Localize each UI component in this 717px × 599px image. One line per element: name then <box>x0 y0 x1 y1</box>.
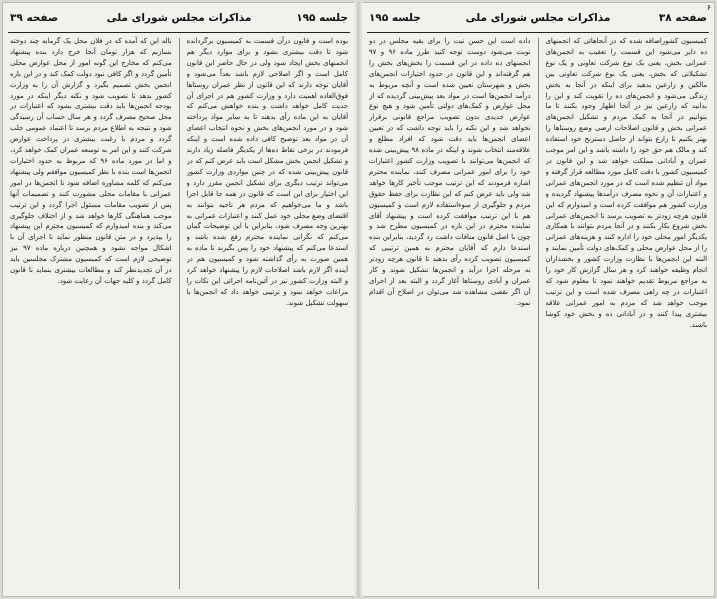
text-columns <box>369 36 707 591</box>
book-spread <box>2 2 715 597</box>
page-number-label: صفحه ۳۸ <box>658 12 707 24</box>
column-paragraph: کمیسیون کشوراضافه شده که در آنجاهائی که انجمنهای ده دایر می‌شود این قسمت را تعقیب به انجمن‌های عمرانی بخش، یعنی یک نوع شرکت تعاونی و یک نوع تشکیلاتی که بخش، یعنی یک نوع شرکت تعاونی بین مالکین و زارعین بدهید برای اینکه در آنجا به بخش زندگی می‌شود و انجمن‌های ده را تقویت کند و این را بدانید که زارعین نیز در آنجا اظهار وجود بکنند تا ما بتوانیم در آنجا به کمک مردم و تشکیل انجمن‌های عمرانی بخش و قانون اصلاحات ارضی وضع روستاها را بهتر بکنیم تا زارع بتواند از حاصل دسترنج خود استفاده کند و مالک هم حق خود را داشته باشد و این امر موجب عمران و آبادانی مملکت خواهد شد و این قانون در کمیسیون کشور با دقت کامل مورد مطالعه قرار گرفته و مواد آن تنظیم شده است که در مورد انجمن‌های عمرانی و اعتبارات آن و نحوه مصرف درآمدها پیشنهاد گردیده و وزارت کشور هم موافقت کرده است و امیدوارم که این قانون هرچه زودتر به تصویب برسد تا انجمن‌های عمرانی بخش شروع بکار بکنند و در آنجا مردم بتوانند با همکاری یکدیگر امور محلی خود را اداره کنند و هزینه‌های عمرانی را از محل عوارض محلی و کمک‌های دولت تأمین نمایند و البته این انجمن‌ها با نظارت وزارت کشور و بخشداران انجام وظیفه خواهند کرد و هر سال گزارش کار خود را به مراجع مربوط تقدیم خواهند نمود تا معلوم شود که اعتبارات در چه راهی مصرف شده است و این ترتیب موجب خواهد شد که مردم به امور عمرانی علاقه بیشتری پیدا کنند و در آبادانی ده و بخش خود کوشا باشند. <box>545 37 707 329</box>
page-header <box>367 12 709 28</box>
header-rule <box>367 32 709 33</box>
running-title: مذاکرات مجلس شورای ملی <box>106 12 252 24</box>
session-label: صفحه ۳۹ <box>10 12 59 24</box>
header-rule <box>8 32 350 33</box>
column-paragraph: داده است این حسن نیت را برای بقیه مجلس در دو نوبت می‌شود دوست توجه کنید طرز ماده ۹۶ و ۹۷ انجمنهای ده داده در این قسمت را بخش‌های بخش را هم گرفته‌اند و این قانون در حدود اختیارات انجمن‌های بخش و شهرستان تعیین شده است و آنچه مربوط به درآمد انجمن‌ها است در مواد بعد پیش‌بینی گردیده که از محل عوارض و کمک‌های دولتی تأمین شود و هیچ نوع عوارض جدیدی بدون تصویب مراجع قانونی برقرار نخواهد شد و این نکته را باید توجه داشت که در تعیین اعضای انجمن‌ها باید دقت شود که افراد مطلع و علاقه‌مند انتخاب شوند و اینکه در ماده ۹۸ پیش‌بینی شده که انجمن‌ها می‌توانند با تصویب وزارت کشور اعتبارات خود را برای امور عمرانی مصرف کنند، نماینده محترم اشاره فرمودند که این ترتیب موجب تأخیر کارها خواهد شد ولی باید عرض کنم که این نظارت برای حفظ حقوق مردم و جلوگیری از سوءاستفاده لازم است و کمیسیون هم با این ترتیب موافقت کرده است و پیشنهاد آقای نماینده محترم در این باره در کمیسیون مطرح شد و چون با اصل قانون منافات داشت رد گردید، بنابراین بنده استدعا دارم که آقایان محترم به همین ترتیبی که کمیسیون تصویب کرده رأی بدهند تا قانون هرچه زودتر به مرحله اجرا درآید و انجمن‌ها تشکیل شوند و کار عمران و آبادی روستاها آغاز گردد و البته بعد از اجرای آن اگر نقصی مشاهده شد می‌توان در اصلاح آن اقدام نمود. <box>369 37 531 307</box>
text-columns <box>10 36 348 591</box>
right-page <box>361 2 715 597</box>
text-column-right <box>187 36 349 591</box>
column-paragraph: بوده است و قانون درآن قسمت به کمیسیون برگردانده شود تا دقت بیشتری بشود و برای موارد دیگر هم انجمنهای بخش ایجاد شود ولی در حال حاضر این قانون کامل است و اگر اصلاحی لازم باشد بعداً می‌شود و آقایان توجه دارند که این قانون از نظر عمران روستاها فوق‌العاده اهمیت دارد و وزارت کشور هم در اجرای آن جدیت کامل خواهد داشت و بنده خواهش می‌کنم که آقایان به این ماده رأی بدهند تا به سایر مواد پرداخته شود و در مورد انجمن‌های بخش و نحوه انتخاب اعضای آن در مواد بعد توضیح کافی داده شده است و اینکه فرمودند در برخی نقاط ده‌ها از یکدیگر فاصله زیاد دارند و تشکیل انجمن بخش مشکل است باید عرض کنم که در قانون پیش‌بینی شده که در چنین مواردی وزارت کشور می‌تواند ترتیب دیگری برای تشکیل انجمن مقرر دارد و این اختیار برای این است که قانون در همه جا قابل اجرا باشد و ما می‌خواهیم که مردم هر ناحیه بتوانند به اقتضای وضع محلی خود عمل کنند و اعتبارات عمرانی به بهترین وجه مصرف شود، بنابراین با این توضیحات گمان می‌کنم که نگرانی نماینده محترم رفع شده باشد و استدعا می‌کنم که پیشنهاد خود را پس بگیرند تا ماده به همین صورت به رأی گذاشته شود و کمیسیون هم در آینده اگر لازم باشد اصلاحات لازم را پیشنهاد خواهد کرد و البته وزارت کشور نیز در آئین‌نامه اجرائی این نکات را مراعات خواهد نمود و ترتیبی خواهد داد که انجمن‌ها با سهولت تشکیل شوند. <box>186 37 348 307</box>
corner-page-mark: ۶ <box>706 3 711 12</box>
page-header <box>8 12 350 28</box>
running-title: مذاکرات مجلس شورای ملی <box>465 12 611 24</box>
page-number-label: جلسه ۱۹۵ <box>296 12 348 24</box>
text-column-right <box>546 36 708 591</box>
column-divider <box>538 38 539 589</box>
left-page <box>2 2 356 597</box>
text-column-left <box>10 36 172 591</box>
session-label: جلسه ۱۹۵ <box>369 12 421 24</box>
column-divider <box>179 38 180 589</box>
column-paragraph: ناله این که آمده که در فلان محل یک گرمابه چند دوخته بسازیم که هزار تومان آنجا خرج دارد بنده پیشنهاد می‌کنم که مخارج این گونه امور از محل عوارض محلی تأمین گردد و اگر کافی نبود دولت کمک کند و در این باره انجمن بخش تصمیم بگیرد و گزارش آن را به وزارت کشور بدهد تا تصویب شود و نکته دیگر اینکه در مورد بودجه انجمن‌ها باید دقت بیشتری بشود که اعتبارات در محل صحیح مصرف گردد و هر سال حساب آن رسیدگی شود و نتیجه به اطلاع مردم برسد تا اعتماد عمومی جلب گردد و مردم با رغبت بیشتری در پرداخت عوارض شرکت کنند و این امر به توسعه عمران کمک خواهد کرد، و اما در مورد ماده ۹۶ که مربوط به حدود اختیارات انجمن‌ها است بنده با نظر کمیسیون موافقم ولی پیشنهاد می‌کنم که کلمه مشاوره اضافه شود تا انجمن‌ها در امور عمرانی با مقامات محلی مشورت کنند و تصمیمات آنها پس از تصویب مقامات مسئول اجرا گردد و این ترتیب موجب هماهنگی کارها خواهد شد و از اختلاف جلوگیری می‌کند و بنده امیدوارم که کمیسیون محترم این پیشنهاد را بپذیرد و در متن قانون منظور نماید تا اجرای آن با اشکال مواجه نشود و همچنین درباره ماده ۹۷ نیز توضیحی لازم است که کمیسیون مشترک مجلسین باید در آن تجدیدنظر کند و مطالعات بیشتری بنماید تا قانون کامل گردد و کلیه جهات آن رعایت شود. <box>10 37 172 285</box>
text-column-left <box>369 36 531 591</box>
